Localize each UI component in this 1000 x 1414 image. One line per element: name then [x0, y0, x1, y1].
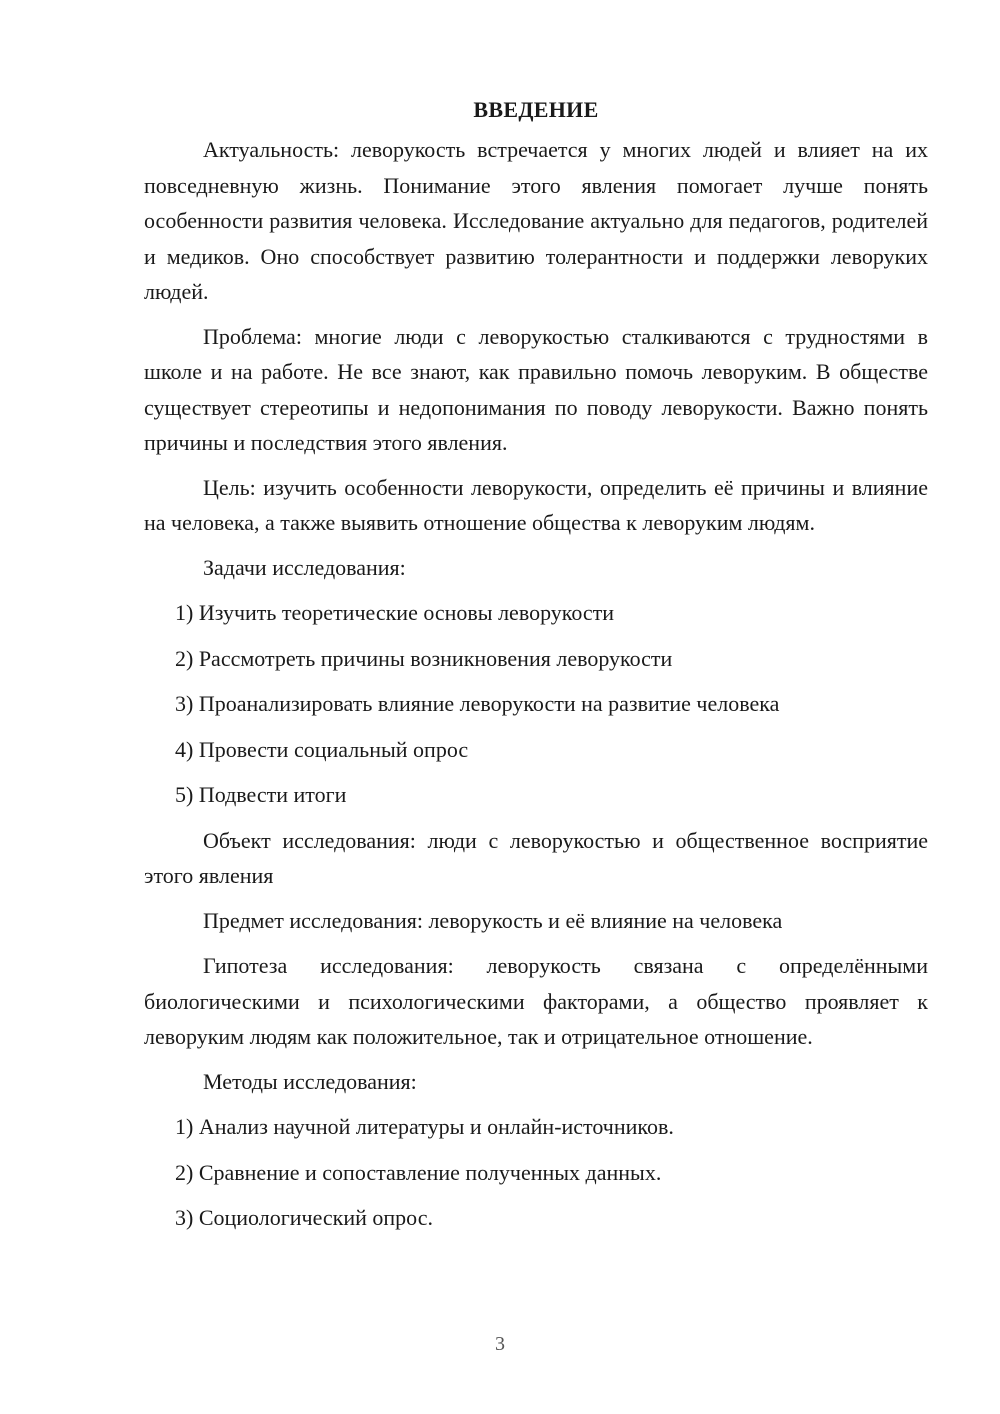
task-item: 3) Проанализировать влияние леворукости на развитие человека	[175, 691, 780, 716]
methods-list	[144, 1109, 928, 1236]
task-item: 5) Подвести итоги	[175, 782, 347, 807]
page-number: 3	[495, 1333, 505, 1355]
tasks-label: Задачи исследования:	[203, 554, 406, 580]
method-item: 1) Анализ научной литературы и онлайн-источников.	[175, 1114, 674, 1139]
section-title: ВВЕДЕНИЕ	[473, 97, 599, 122]
relevance-paragraph: Актуальность: леворукость встречается у многих людей и влияет на их повседневную жизнь. Понимание этого явления помогает лучше понять особенности развития человека. Исследование актуально для педагогов, родителей и медиков. Оно способствует развитию толерантности и поддержки леворуких людей.	[144, 137, 928, 304]
object-paragraph: Объект исследования: люди с леворукостью и общественное восприятие этого явления	[144, 827, 928, 888]
document-page	[144, 92, 928, 1246]
method-item: 2) Сравнение и сопоставление полученных данных.	[175, 1159, 662, 1185]
task-item: 2) Рассмотреть причины возникновения леворукости	[175, 645, 673, 671]
task-item: 4) Провести социальный опрос	[175, 736, 469, 762]
goal-paragraph: Цель: изучить особенности леворукости, определить её причины и влияние на человека, а также выявить отношение общества к леворуким людям.	[144, 474, 928, 535]
hypothesis-paragraph: Гипотеза исследования: леворукость связана с определёнными биологическими и психологическими факторами, а общество проявляет к леворуким людям как положительное, так и отрицательное отношение.	[144, 953, 928, 1049]
method-item: 3) Социологический опрос.	[175, 1205, 433, 1230]
subject-paragraph: Предмет исследования: леворукость и её влияние на человека	[203, 907, 783, 933]
problem-paragraph: Проблема: многие люди с леворукостью сталкиваются с трудностями в школе и на работе. Не все знают, как правильно помочь леворуким. В обществе существует стереотипы и недопонимания по поводу леворукости. Важно понять причины и последствия этого явления.	[144, 323, 928, 455]
methods-label: Методы исследования:	[203, 1068, 417, 1094]
task-item: 1) Изучить теоретические основы леворукости	[175, 600, 615, 625]
tasks-list	[144, 595, 928, 813]
